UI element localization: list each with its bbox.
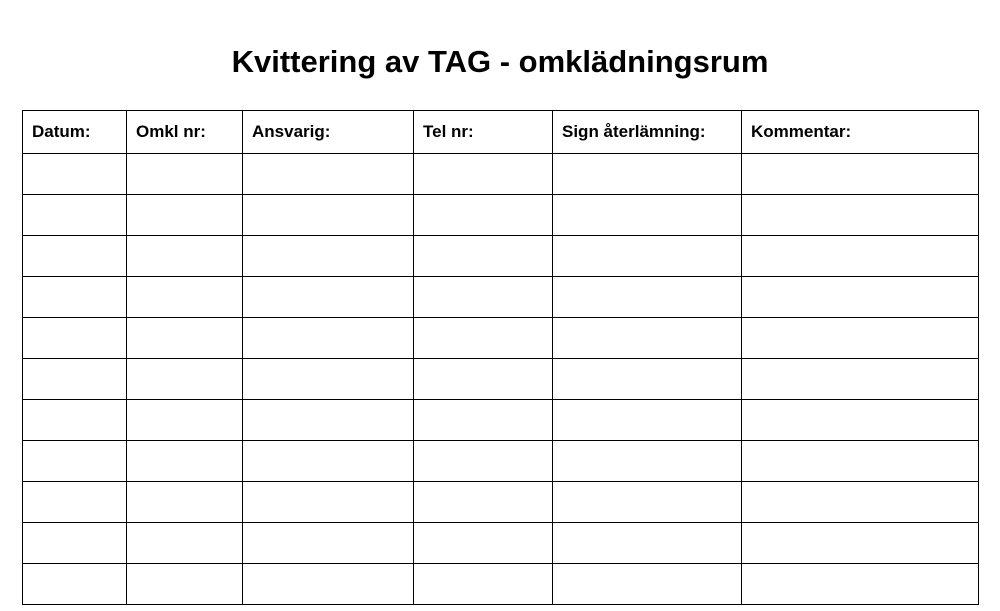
table-cell-tel-nr <box>414 523 553 564</box>
table-cell-kommentar <box>742 236 979 277</box>
table-cell-omkl-nr <box>127 359 243 400</box>
table-cell-sign-aterlamning <box>553 441 742 482</box>
table-cell-ansvarig <box>243 236 414 277</box>
table-cell-sign-aterlamning <box>553 277 742 318</box>
column-header-omkl-nr: Omkl nr: <box>127 111 243 154</box>
receipt-table <box>22 110 979 605</box>
table-cell-omkl-nr <box>127 154 243 195</box>
table-cell-sign-aterlamning <box>553 564 742 605</box>
table-row <box>23 236 979 277</box>
table-cell-sign-aterlamning <box>553 359 742 400</box>
column-header-tel-nr: Tel nr: <box>414 111 553 154</box>
table-cell-ansvarig <box>243 154 414 195</box>
table-cell-datum <box>23 441 127 482</box>
table-cell-ansvarig <box>243 482 414 523</box>
table-cell-omkl-nr <box>127 277 243 318</box>
table-row <box>23 195 979 236</box>
table-cell-omkl-nr <box>127 318 243 359</box>
table-row <box>23 441 979 482</box>
document-title: Kvittering av TAG - omklädningsrum <box>231 44 769 79</box>
table-cell-sign-aterlamning <box>553 154 742 195</box>
table-cell-ansvarig <box>243 277 414 318</box>
table-body <box>23 154 979 605</box>
table-cell-sign-aterlamning <box>553 195 742 236</box>
table-cell-tel-nr <box>414 564 553 605</box>
table-cell-omkl-nr <box>127 195 243 236</box>
table-cell-kommentar <box>742 154 979 195</box>
table-cell-sign-aterlamning <box>553 523 742 564</box>
table-cell-omkl-nr <box>127 236 243 277</box>
table-row <box>23 359 979 400</box>
column-header-kommentar: Kommentar: <box>742 111 979 154</box>
table-row <box>23 564 979 605</box>
table-cell-kommentar <box>742 441 979 482</box>
table-cell-datum <box>23 523 127 564</box>
table-cell-ansvarig <box>243 195 414 236</box>
table-cell-tel-nr <box>414 277 553 318</box>
table-cell-kommentar <box>742 400 979 441</box>
table-cell-tel-nr <box>414 318 553 359</box>
table-cell-ansvarig <box>243 318 414 359</box>
table-row <box>23 482 979 523</box>
table-cell-datum <box>23 482 127 523</box>
table-cell-omkl-nr <box>127 523 243 564</box>
table-row <box>23 277 979 318</box>
table-cell-tel-nr <box>414 195 553 236</box>
table-cell-ansvarig <box>243 564 414 605</box>
table-cell-tel-nr <box>414 482 553 523</box>
table-cell-sign-aterlamning <box>553 482 742 523</box>
table-cell-ansvarig <box>243 359 414 400</box>
table-row <box>23 318 979 359</box>
table-cell-datum <box>23 154 127 195</box>
table-row <box>23 523 979 564</box>
table-cell-datum <box>23 564 127 605</box>
table-cell-omkl-nr <box>127 441 243 482</box>
column-header-datum: Datum: <box>23 111 127 154</box>
table-cell-omkl-nr <box>127 482 243 523</box>
column-header-ansvarig: Ansvarig: <box>243 111 414 154</box>
table-cell-ansvarig <box>243 400 414 441</box>
table-cell-tel-nr <box>414 441 553 482</box>
table-cell-sign-aterlamning <box>553 318 742 359</box>
table-cell-datum <box>23 277 127 318</box>
table-cell-kommentar <box>742 482 979 523</box>
table-cell-kommentar <box>742 195 979 236</box>
table-cell-kommentar <box>742 359 979 400</box>
table-cell-kommentar <box>742 277 979 318</box>
table-row <box>23 400 979 441</box>
table-cell-sign-aterlamning <box>553 400 742 441</box>
table-cell-tel-nr <box>414 400 553 441</box>
table-cell-kommentar <box>742 523 979 564</box>
table-cell-tel-nr <box>414 359 553 400</box>
table-cell-kommentar <box>742 564 979 605</box>
table-cell-omkl-nr <box>127 564 243 605</box>
table-cell-datum <box>23 195 127 236</box>
table-cell-kommentar <box>742 318 979 359</box>
table-cell-datum <box>23 236 127 277</box>
table-cell-omkl-nr <box>127 400 243 441</box>
table-cell-datum <box>23 359 127 400</box>
header-row <box>23 111 979 154</box>
table-cell-tel-nr <box>414 154 553 195</box>
table-cell-datum <box>23 318 127 359</box>
column-header-sign-aterlamning: Sign återlämning: <box>553 111 742 154</box>
table-cell-sign-aterlamning <box>553 236 742 277</box>
table-cell-tel-nr <box>414 236 553 277</box>
table-cell-ansvarig <box>243 441 414 482</box>
table-row <box>23 154 979 195</box>
table-cell-ansvarig <box>243 523 414 564</box>
table-cell-datum <box>23 400 127 441</box>
